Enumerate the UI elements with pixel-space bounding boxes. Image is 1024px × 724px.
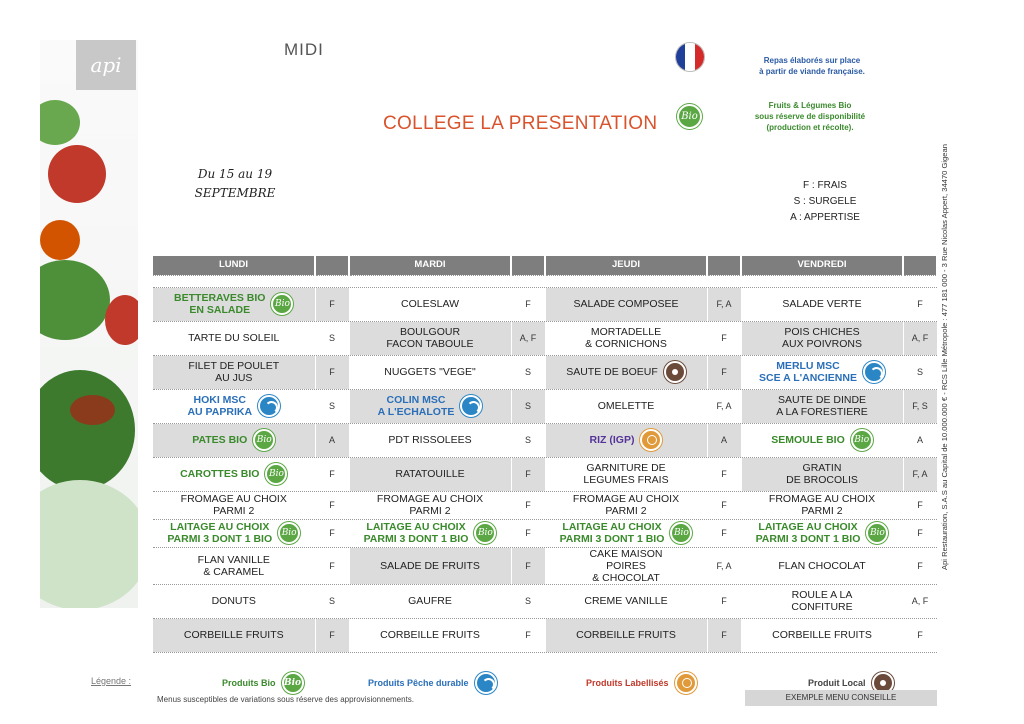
dish-cell <box>349 287 511 321</box>
company-info: Api Restauration, S.A.S au Capital de 10.000.000 € - RCS Lille Métropole : 477 181 000 - 3 Rue Nicolas Appert, 34470 Gigean <box>940 144 949 570</box>
dish-cell <box>545 321 707 355</box>
dish-name: FROMAGE AU CHOIX PARMI 2 <box>768 493 876 517</box>
dish-cell <box>349 584 511 618</box>
storage-code: F <box>707 321 741 355</box>
dish-cell <box>741 584 903 618</box>
dish-name: GAUFRE <box>408 595 452 607</box>
dish-name: FROMAGE AU CHOIX PARMI 2 <box>572 493 680 517</box>
dish-name: MERLU MSC SCE A L'ANCIENNE <box>759 360 857 384</box>
storage-code: F <box>707 457 741 491</box>
dish-name: RIZ (IGP) <box>589 434 635 446</box>
storage-code: F <box>707 618 741 652</box>
dish-name: TARTE DU SOLEIL <box>188 332 280 344</box>
menu-row <box>153 618 937 652</box>
fish-wave-icon <box>460 395 482 417</box>
dish-cell <box>153 618 315 652</box>
storage-code: A, F <box>903 321 937 355</box>
dish-name: NUGGETS "VEGE" <box>384 366 476 378</box>
storage-code: F, A <box>707 389 741 423</box>
storage-code: F, A <box>707 547 741 584</box>
legend-local: Produit Local <box>808 672 894 694</box>
bio-icon: Bio <box>253 429 275 451</box>
dish-name: ROULE A LA CONFITURE <box>791 589 853 613</box>
dish-cell <box>349 519 511 547</box>
dish-cell <box>545 287 707 321</box>
dish-cell <box>545 355 707 389</box>
french-meat-note: Repas élaborés sur place à partir de viande française. <box>759 56 865 76</box>
dish-name: LAITAGE AU CHOIX PARMI 3 DONT 1 BIO <box>363 521 469 545</box>
storage-code: F <box>707 519 741 547</box>
dish-name: FILET DE POULET AU JUS <box>188 360 280 384</box>
dish-cell <box>545 389 707 423</box>
dish-name: COLIN MSC A L'ECHALOTE <box>377 394 455 418</box>
decorative-food-image <box>40 40 138 608</box>
dish-name: MORTADELLE & CORNICHONS <box>585 326 667 350</box>
dish-cell <box>153 287 315 321</box>
storage-code: A <box>315 423 349 457</box>
storage-code: F, A <box>903 457 937 491</box>
dish-cell <box>349 618 511 652</box>
dish-cell <box>349 389 511 423</box>
bio-note: Fruits & Légumes Bio sous réserve de disponibilité (production et récolte). <box>754 101 866 132</box>
storage-code: F <box>315 491 349 519</box>
dish-cell <box>545 618 707 652</box>
dish-cell <box>741 618 903 652</box>
storage-code: F <box>315 287 349 321</box>
legend-title: Légende : <box>91 676 132 686</box>
storage-code: F, A <box>707 287 741 321</box>
storage-code: F <box>511 618 545 652</box>
storage-code: F <box>903 491 937 519</box>
storage-code: F <box>707 584 741 618</box>
storage-code: F <box>511 287 545 321</box>
storage-code: F <box>707 355 741 389</box>
dish-cell <box>741 389 903 423</box>
storage-code: A <box>903 423 937 457</box>
dish-name: FLAN CHOCOLAT <box>778 559 866 572</box>
storage-code: F <box>315 547 349 584</box>
storage-code: F <box>903 547 937 584</box>
dish-name: SALADE DE FRUITS <box>380 559 480 572</box>
dish-cell <box>545 491 707 519</box>
dish-name: CORBEILLE FRUITS <box>772 629 872 641</box>
dish-cell <box>741 321 903 355</box>
menu-row <box>153 491 937 519</box>
dish-name: OMELETTE <box>597 400 655 412</box>
storage-code: S <box>511 423 545 457</box>
storage-code: S <box>903 355 937 389</box>
menu-row <box>153 423 937 457</box>
dish-name: RATATOUILLE <box>395 468 465 480</box>
bio-icon: Bio <box>677 104 702 129</box>
dish-cell <box>153 457 315 491</box>
dish-cell <box>741 547 903 584</box>
menu-row <box>153 287 937 321</box>
dish-cell <box>153 321 315 355</box>
storage-code: F <box>315 519 349 547</box>
dish-name: GRATIN DE BROCOLIS <box>786 462 858 486</box>
storage-code: A, F <box>903 584 937 618</box>
storage-code: S <box>511 584 545 618</box>
dish-cell <box>153 491 315 519</box>
day-header-row <box>153 256 937 275</box>
dish-name: PDT RISSOLEES <box>388 434 472 446</box>
dish-name: GARNITURE DE LEGUMES FRAIS <box>583 462 669 486</box>
bio-icon: Bio <box>265 463 287 485</box>
storage-code: S <box>511 355 545 389</box>
dish-name: BETTERAVES BIO EN SALADE <box>174 292 266 316</box>
bio-icon: Bio <box>474 522 496 544</box>
meal-label: MIDI <box>284 40 324 59</box>
example-menu-label: EXEMPLE MENU CONSEILLE <box>745 690 937 706</box>
dish-name: SAUTE DE BOEUF <box>566 366 658 378</box>
dish-cell <box>349 321 511 355</box>
dish-name: HOKI MSC AU PAPRIKA <box>187 394 253 418</box>
label-medal-icon <box>640 429 662 451</box>
storage-code: A <box>707 423 741 457</box>
dish-cell <box>349 547 511 584</box>
storage-code: F <box>511 547 545 584</box>
dish-name: SAUTE DE DINDE A LA FORESTIERE <box>776 394 868 418</box>
dish-name: PATES BIO <box>192 434 248 446</box>
dish-cell <box>741 491 903 519</box>
storage-code: F <box>903 519 937 547</box>
dish-name: FLAN VANILLE & CARAMEL <box>197 553 270 578</box>
dish-cell <box>545 584 707 618</box>
day-header: MARDI <box>349 256 511 275</box>
dish-name: BOULGOUR FACON TABOULE <box>386 326 474 350</box>
dish-name: SEMOULE BIO <box>771 434 845 446</box>
dish-name: LAITAGE AU CHOIX PARMI 3 DONT 1 BIO <box>559 521 665 545</box>
dish-name: CAKE MAISON POIRES & CHOCOLAT <box>589 547 663 584</box>
storage-code: A, F <box>511 321 545 355</box>
french-flag-icon <box>675 42 705 72</box>
menu-row <box>153 584 937 618</box>
menu-row <box>153 355 937 389</box>
menu-row <box>153 321 937 355</box>
dish-cell <box>153 547 315 584</box>
bio-icon: Bio <box>278 522 300 544</box>
fish-wave-icon <box>863 361 885 383</box>
dish-name: CORBEILLE FRUITS <box>380 629 480 641</box>
dish-name: POIS CHICHES AUX POIVRONS <box>782 326 862 350</box>
menu-table <box>153 256 938 653</box>
api-logo: api <box>76 40 136 90</box>
storage-code: F <box>511 491 545 519</box>
dish-name: SALADE VERTE <box>782 298 862 310</box>
storage-codes: F : FRAIS S : SURGELE A : APPERTISE <box>790 180 860 223</box>
bio-icon: Bio <box>866 522 888 544</box>
dish-name: CORBEILLE FRUITS <box>183 629 284 641</box>
dish-cell <box>349 423 511 457</box>
bio-icon: Bio <box>851 429 873 451</box>
dish-name: COLESLAW <box>401 298 459 310</box>
dish-name: FROMAGE AU CHOIX PARMI 2 <box>180 493 287 517</box>
storage-code: F <box>315 457 349 491</box>
bio-icon: Bio <box>282 672 304 694</box>
dish-name: SALADE COMPOSEE <box>573 298 679 310</box>
legend-label: Produits Labellisés <box>586 672 697 694</box>
dish-cell <box>153 519 315 547</box>
bio-icon: Bio <box>271 293 293 315</box>
dish-name: CORBEILLE FRUITS <box>576 629 676 641</box>
storage-code: F <box>315 618 349 652</box>
dish-cell <box>545 547 707 584</box>
legend-peche: Produits Pêche durable <box>368 672 497 694</box>
storage-code: F, S <box>903 389 937 423</box>
day-header: VENDREDI <box>741 256 903 275</box>
dish-cell <box>741 355 903 389</box>
menu-row <box>153 389 937 423</box>
day-header: JEUDI <box>545 256 707 275</box>
page-title: COLLEGE LA PRESENTATION <box>383 113 658 134</box>
dish-name: LAITAGE AU CHOIX PARMI 3 DONT 1 BIO <box>167 521 273 545</box>
local-product-icon <box>664 361 686 383</box>
storage-code: F <box>315 355 349 389</box>
legend-bio: Produits Bio Bio <box>222 672 304 694</box>
dish-cell <box>349 355 511 389</box>
label-medal-icon <box>675 672 697 694</box>
dish-name: CREME VANILLE <box>584 595 668 607</box>
bio-icon: Bio <box>670 522 692 544</box>
dish-cell <box>741 457 903 491</box>
storage-code: S <box>315 584 349 618</box>
dish-cell <box>153 389 315 423</box>
storage-code: S <box>315 321 349 355</box>
dish-cell <box>153 355 315 389</box>
dish-cell <box>153 423 315 457</box>
dish-cell <box>349 457 511 491</box>
dish-cell <box>545 519 707 547</box>
dish-cell <box>153 584 315 618</box>
dish-cell <box>741 519 903 547</box>
storage-code: S <box>511 389 545 423</box>
day-header: LUNDI <box>153 256 315 275</box>
dish-name: CAROTTES BIO <box>180 468 260 480</box>
storage-code: F <box>707 491 741 519</box>
menu-row <box>153 519 937 547</box>
date-range: Du 15 au 19 SEPTEMBRE <box>194 167 276 200</box>
dish-name: LAITAGE AU CHOIX PARMI 3 DONT 1 BIO <box>755 521 861 545</box>
fish-wave-icon <box>258 395 280 417</box>
fish-wave-icon <box>475 672 497 694</box>
dish-cell <box>741 287 903 321</box>
storage-code: F <box>511 519 545 547</box>
storage-code: F <box>903 618 937 652</box>
menu-row <box>153 457 937 491</box>
menu-row <box>153 547 937 584</box>
storage-code: S <box>315 389 349 423</box>
dish-name: DONUTS <box>211 595 256 607</box>
storage-code: F <box>903 287 937 321</box>
dish-cell <box>545 457 707 491</box>
storage-code: F <box>511 457 545 491</box>
dish-name: FROMAGE AU CHOIX PARMI 2 <box>376 493 484 517</box>
dish-cell <box>349 491 511 519</box>
dish-cell <box>545 423 707 457</box>
dish-cell <box>741 423 903 457</box>
disclaimer: Menus susceptibles de variations sous réserve des approvisionnements. <box>157 695 415 704</box>
